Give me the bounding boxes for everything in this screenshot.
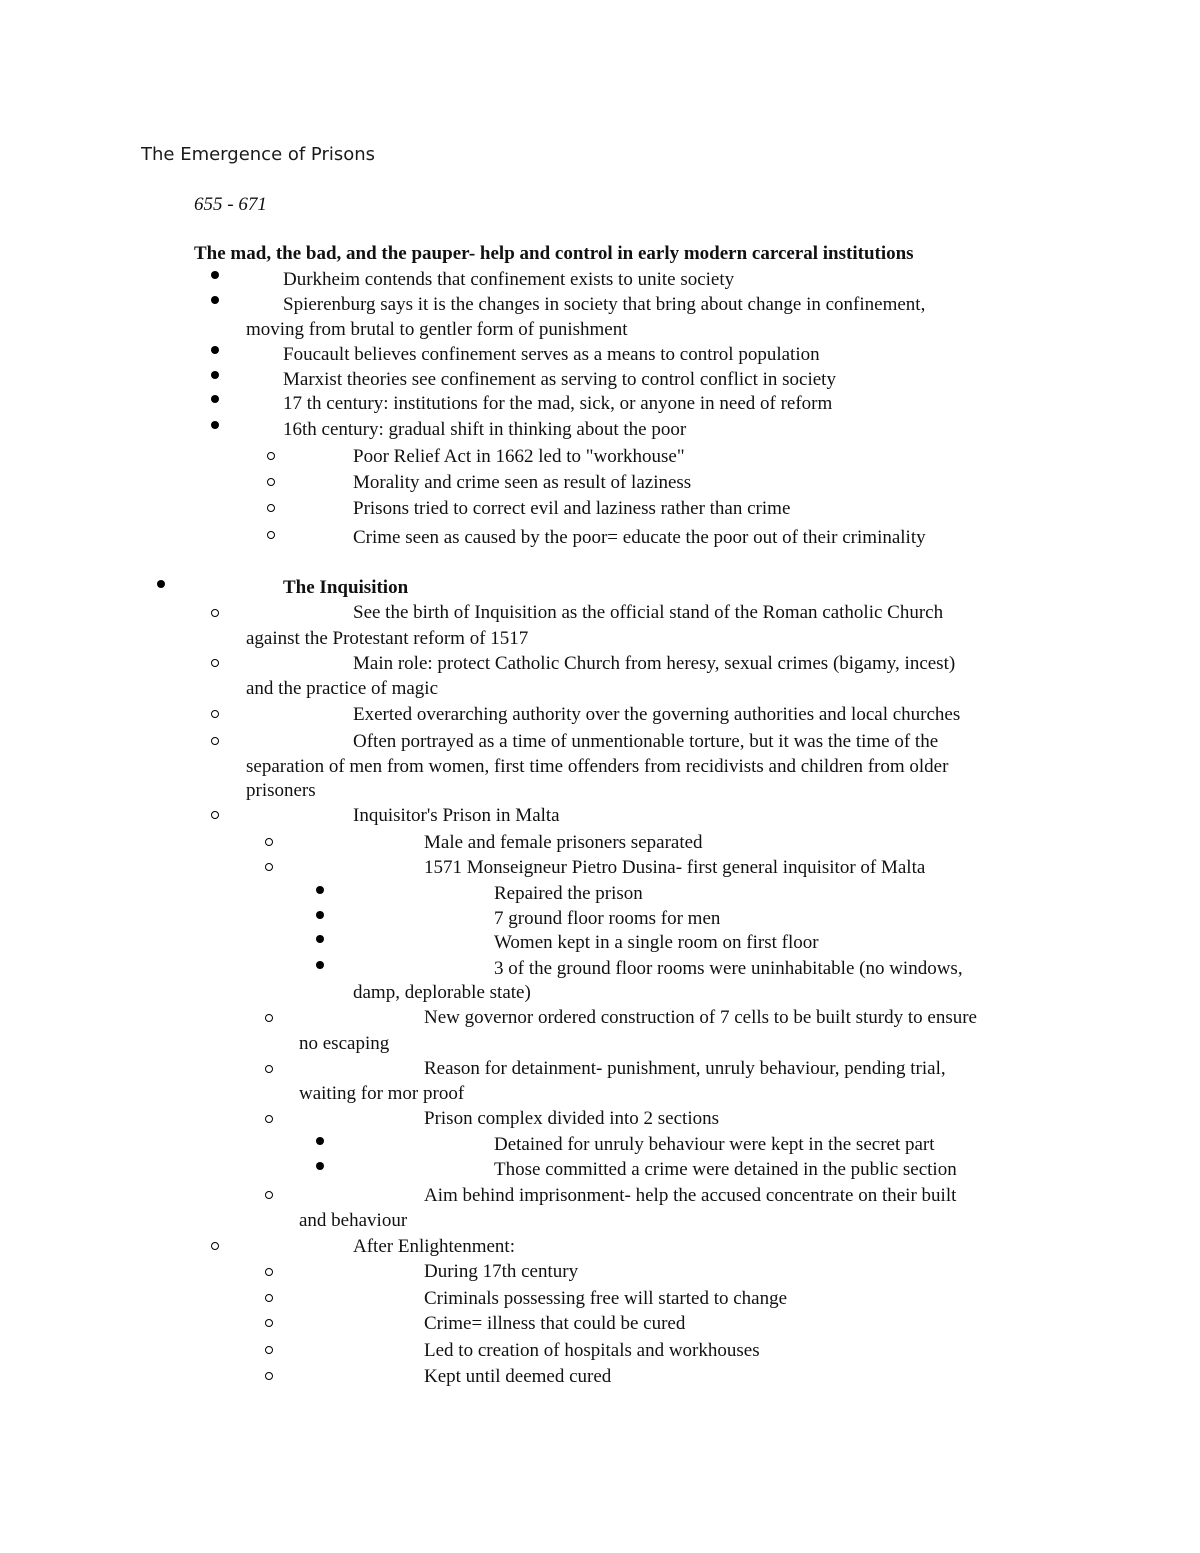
bullet-circle-icon bbox=[265, 838, 273, 846]
list-item: Inquisitor's Prison in Malta bbox=[353, 805, 560, 826]
list-item-continuation: and the practice of magic bbox=[246, 678, 439, 699]
bullet-circle-icon bbox=[211, 1242, 219, 1250]
bullet-circle-icon bbox=[265, 1115, 273, 1123]
list-item-continuation: no escaping bbox=[299, 1033, 390, 1054]
bullet-dot-icon bbox=[211, 371, 219, 379]
bullet-circle-icon bbox=[265, 1372, 273, 1380]
list-item: New governor ordered construction of 7 cells to be built sturdy to ensure bbox=[424, 1007, 977, 1028]
list-item: Prisons tried to correct evil and laziness rather than crime bbox=[353, 498, 791, 519]
list-item: Male and female prisoners separated bbox=[424, 832, 703, 853]
list-item: Main role: protect Catholic Church from heresy, sexual crimes (bigamy, incest) bbox=[353, 653, 956, 674]
bullet-dot-icon bbox=[316, 886, 324, 894]
list-item: 1571 Monseigneur Pietro Dusina- first general inquisitor of Malta bbox=[424, 857, 926, 878]
list-item: Criminals possessing free will started to change bbox=[424, 1288, 788, 1309]
list-item: Poor Relief Act in 1662 led to "workhouse" bbox=[353, 446, 685, 467]
list-item: 3 of the ground floor rooms were uninhabitable (no windows, bbox=[494, 958, 963, 979]
list-item-continuation: prisoners bbox=[246, 780, 316, 801]
bullet-dot-icon bbox=[316, 961, 324, 969]
bullet-circle-icon bbox=[267, 452, 275, 460]
list-item: Repaired the prison bbox=[494, 883, 643, 904]
list-item: Often portrayed as a time of unmentionable torture, but it was the time of the bbox=[353, 731, 939, 752]
bullet-circle-icon bbox=[211, 659, 219, 667]
bullet-circle-icon bbox=[265, 1191, 273, 1199]
bullet-circle-icon bbox=[265, 1294, 273, 1302]
page-range: 655 - 671 bbox=[194, 194, 267, 215]
document-title: The Emergence of Prisons bbox=[141, 144, 376, 165]
list-item: Marxist theories see confinement as serving to control conflict in society bbox=[283, 369, 836, 390]
bullet-dot-icon bbox=[211, 296, 219, 304]
list-item-continuation: waiting for mor proof bbox=[299, 1083, 465, 1104]
bullet-circle-icon bbox=[267, 531, 275, 539]
bullet-dot-icon bbox=[211, 421, 219, 429]
list-item: Those committed a crime were detained in the public section bbox=[494, 1159, 957, 1180]
list-item: Detained for unruly behaviour were kept in the secret part bbox=[494, 1134, 935, 1155]
bullet-circle-icon bbox=[265, 863, 273, 871]
list-item-continuation: separation of men from women, first time offenders from recidivists and children from older bbox=[246, 756, 949, 777]
bullet-circle-icon bbox=[265, 1014, 273, 1022]
subsection-heading: The Inquisition bbox=[283, 577, 409, 598]
bullet-dot-icon bbox=[211, 395, 219, 403]
bullet-circle-icon bbox=[265, 1319, 273, 1327]
bullet-dot-icon bbox=[211, 271, 219, 279]
bullet-dot-icon bbox=[316, 1162, 324, 1170]
bullet-circle-icon bbox=[265, 1346, 273, 1354]
bullet-circle-icon bbox=[211, 811, 219, 819]
list-item-continuation: moving from brutal to gentler form of punishment bbox=[246, 319, 628, 340]
bullet-dot-icon bbox=[157, 580, 165, 588]
bullet-circle-icon bbox=[211, 737, 219, 745]
list-item: See the birth of Inquisition as the official stand of the Roman catholic Church bbox=[353, 602, 944, 623]
bullet-circle-icon bbox=[265, 1065, 273, 1073]
bullet-circle-icon bbox=[211, 710, 219, 718]
list-item-continuation: against the Protestant reform of 1517 bbox=[246, 628, 529, 649]
list-item: 16th century: gradual shift in thinking about the poor bbox=[283, 419, 687, 440]
bullet-circle-icon bbox=[265, 1268, 273, 1276]
list-item: Morality and crime seen as result of laziness bbox=[353, 472, 692, 493]
list-item: Crime= illness that could be cured bbox=[424, 1313, 686, 1334]
bullet-dot-icon bbox=[211, 346, 219, 354]
bullet-dot-icon bbox=[316, 1137, 324, 1145]
list-item: Durkheim contends that confinement exists to unite society bbox=[283, 269, 735, 290]
bullet-dot-icon bbox=[316, 935, 324, 943]
list-item-continuation: damp, deplorable state) bbox=[353, 982, 531, 1003]
list-item: Kept until deemed cured bbox=[424, 1366, 612, 1387]
list-item: Exerted overarching authority over the governing authorities and local churches bbox=[353, 704, 961, 725]
list-item: Led to creation of hospitals and workhouses bbox=[424, 1340, 760, 1361]
list-item: During 17th century bbox=[424, 1261, 579, 1282]
bullet-circle-icon bbox=[211, 609, 219, 617]
list-item: After Enlightenment: bbox=[353, 1236, 515, 1257]
list-item: Women kept in a single room on first floor bbox=[494, 932, 819, 953]
bullet-dot-icon bbox=[316, 911, 324, 919]
list-item: Reason for detainment- punishment, unruly behaviour, pending trial, bbox=[424, 1058, 946, 1079]
bullet-circle-icon bbox=[267, 478, 275, 486]
list-item-continuation: and behaviour bbox=[299, 1210, 408, 1231]
list-item: Foucault believes confinement serves as a means to control population bbox=[283, 344, 820, 365]
bullet-circle-icon bbox=[267, 504, 275, 512]
list-item: Prison complex divided into 2 sections bbox=[424, 1108, 720, 1129]
section-heading: The mad, the bad, and the pauper- help and control in early modern carceral institutions bbox=[194, 243, 914, 264]
list-item: Aim behind imprisonment- help the accused concentrate on their built bbox=[424, 1185, 957, 1206]
list-item: Spierenburg says it is the changes in society that bring about change in confinement, bbox=[283, 294, 926, 315]
list-item: Crime seen as caused by the poor= educate the poor out of their criminality bbox=[353, 527, 926, 548]
list-item: 7 ground floor rooms for men bbox=[494, 908, 721, 929]
list-item: 17 th century: institutions for the mad, sick, or anyone in need of reform bbox=[283, 393, 833, 414]
